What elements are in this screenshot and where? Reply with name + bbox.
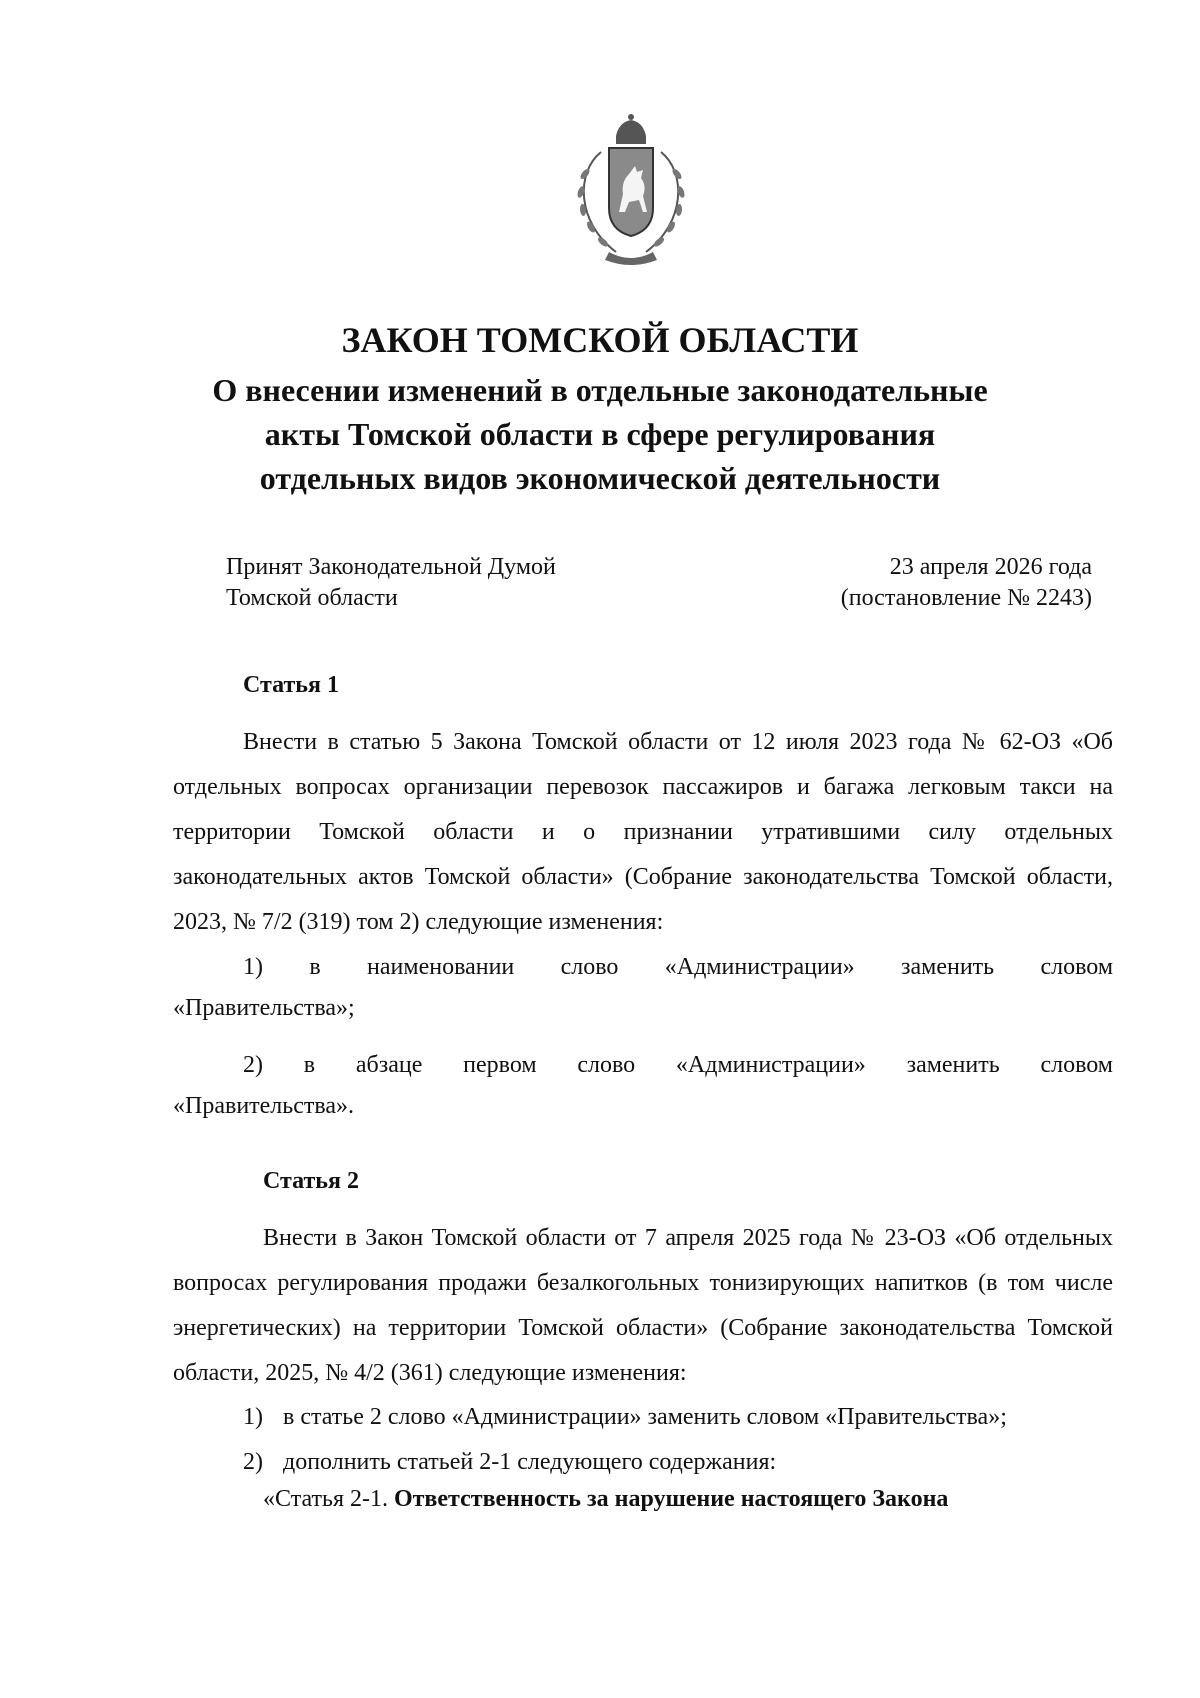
- article-2: [173, 1166, 1113, 1396]
- article-2-item-1: [243, 1395, 1143, 1440]
- article-2-heading: Статья 2: [263, 1168, 359, 1194]
- list-number: 2): [243, 1449, 263, 1475]
- subtitle-line: акты Томской области в сфере регулирования: [264, 416, 936, 452]
- adoption-date: [841, 552, 1092, 614]
- article-1-item-2: 2) в абзаце первом слово «Администрации» заменить словом: [243, 1052, 1113, 1078]
- adopted-by: [226, 552, 556, 614]
- article-1-item-1: 1) в наименовании слово «Администрации» заменить словом: [243, 954, 1113, 980]
- list-text: в статье 2 слово «Администрации» заменить словом «Правительства»;: [283, 1404, 1007, 1430]
- adoption-date-text: 23 апреля 2026 года: [889, 554, 1092, 580]
- article-2-list: [243, 1395, 1143, 1485]
- title-block: [0, 318, 1200, 500]
- quote-prefix: «Статья 2-1.: [263, 1486, 388, 1512]
- subtitle-line: О внесении изменений в отдельные законодательные: [212, 372, 988, 408]
- article-1: [173, 670, 1113, 1129]
- list-number: 1): [243, 1404, 263, 1430]
- adopted-by-line: Принят Законодательной Думой: [226, 554, 556, 580]
- resolution-number: (постановление № 2243): [840, 585, 1092, 611]
- article-1-intro: Внести в статью 5 Закона Томской области от 12 июля 2023 года № 62-ОЗ «Об отдельных вопросах организации перевозок пассажиров и багажа легковым такси на территории Томской области и о признании утратившими силу отдельных законодательных актов Томской области» (Собрание законодательства Томской области, 2023, № 7/2 (319) том 2) следующие изменения:: [173, 729, 1113, 935]
- article-2-1-quote: [263, 1477, 948, 1522]
- article-1-item-1-rest: «Правительства»;: [173, 995, 355, 1021]
- list-text: дополнить статьей 2-1 следующего содержания:: [283, 1449, 777, 1475]
- quote-title: Ответственность за нарушение настоящего Закона: [393, 1486, 949, 1512]
- adopted-by-line: Томской области: [226, 585, 398, 611]
- article-1-heading: Статья 1: [243, 672, 339, 698]
- tomsk-region-coat-of-arms-icon: [571, 112, 691, 268]
- article-1-item-2-rest: «Правительства».: [173, 1093, 355, 1119]
- law-subtitle: [0, 368, 1200, 500]
- subtitle-line: отдельных видов экономической деятельности: [259, 460, 941, 496]
- article-2-intro: Внести в Закон Томской области от 7 апреля 2025 года № 23-ОЗ «Об отдельных вопросах регулирования продажи безалкогольных тонизирующих напитков (в том числе энергетических) на территории Томской области» (Собрание законодательства Томской области, 2025, № 4/2 (361) следующие изменения:: [173, 1225, 1113, 1386]
- law-title: ЗАКОН ТОМСКОЙ ОБЛАСТИ: [341, 320, 859, 360]
